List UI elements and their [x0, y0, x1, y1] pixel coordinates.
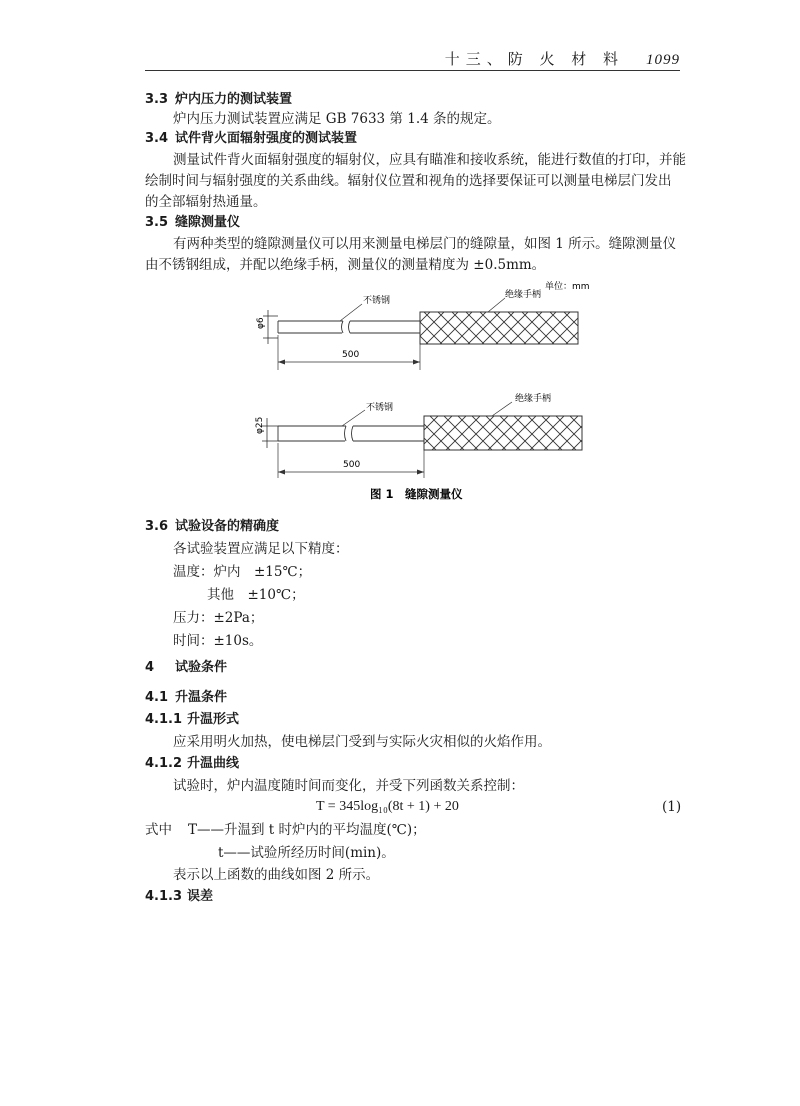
steel-label-top: 不锈钢 — [363, 296, 391, 306]
page-number: 1099 — [646, 52, 680, 68]
equation-number: (1) — [662, 799, 682, 815]
heading-4: 4 试验条件 — [145, 660, 228, 675]
diameter-label-top: φ6 — [256, 317, 266, 329]
para-3-3: 炉内压力测试装置应满足 GB 7633 第 1.4 条的规定。 — [173, 111, 501, 127]
para-4-1-2-note: 表示以上函数的曲线如图 2 所示。 — [173, 867, 380, 883]
where-label: 式中 — [145, 822, 172, 838]
para-3-5-line2: 由不锈钢组成，并配以绝缘手柄，测量仪的测量精度为 ±0.5mm。 — [145, 257, 546, 273]
def-t: t——试验所经历时间(min)。 — [218, 845, 395, 861]
precision-pressure: 压力：±2Pa； — [173, 610, 264, 626]
steel-label-bottom: 不锈钢 — [366, 403, 394, 413]
precision-temp-furnace: 温度：炉内 ±15℃； — [173, 564, 312, 580]
diameter-label-bottom: φ25 — [255, 416, 265, 434]
formula-1: T = 345log₁₀(8t + 1) + 20 — [316, 799, 459, 814]
heading-3-4: 3.4 试件背火面辐射强度的测试装置 — [145, 131, 358, 146]
def-T: T——升温到 t 时炉内的平均温度(℃)； — [188, 822, 426, 838]
handle-label-top: 绝缘手柄 — [505, 290, 542, 300]
para-3-4-line3: 的全部辐射热通量。 — [145, 194, 267, 210]
para-4-1-2-intro: 试验时，炉内温度随时间而变化，并受下列函数关系控制： — [173, 778, 524, 794]
heading-4-1-2: 4.1.2 升温曲线 — [145, 756, 240, 771]
para-3-4-line1: 测量试件背火面辐射强度的辐射仪，应具有瞄准和接收系统，能进行数值的打印，并能 — [173, 152, 686, 168]
para-3-4-line2: 绘制时间与辐射强度的关系曲线。辐射仪位置和视角的选择要保证可以测量电梯层门发出 — [145, 173, 672, 189]
unit-label: 单位：mm — [545, 282, 590, 292]
header-section: 十三、防 火 材 料 — [444, 50, 624, 68]
gauge-bottom — [255, 392, 582, 478]
heading-4-1-3: 4.1.3 误差 — [145, 889, 214, 904]
para-3-5-line1: 有两种类型的缝隙测量仪可以用来测量电梯层门的缝隙量，如图 1 所示。缝隙测量仪 — [173, 236, 677, 252]
heading-3-6: 3.6 试验设备的精确度 — [145, 519, 280, 534]
precision-time: 时间：±10s。 — [173, 633, 263, 649]
precision-temp-other: 其他 ±10℃； — [207, 587, 305, 603]
para-3-6-intro: 各试验装置应满足以下精度： — [173, 541, 349, 557]
para-4-1-1: 应采用明火加热，使电梯层门受到与实际火灾相似的火焰作用。 — [173, 734, 551, 750]
figure-1-caption: 图 1 缝隙测量仪 — [370, 487, 463, 501]
handle-label-bottom: 绝缘手柄 — [515, 394, 552, 404]
length-label-bottom: 500 — [343, 460, 361, 470]
heading-4-1-1: 4.1.1 升温形式 — [145, 712, 240, 727]
heading-4-1: 4.1 升温条件 — [145, 690, 228, 705]
gauge-top — [256, 288, 578, 370]
length-label-top: 500 — [342, 350, 360, 360]
heading-3-5: 3.5 缝隙测量仪 — [145, 215, 241, 230]
figure-1-gap-gauge — [0, 0, 800, 520]
heading-3-3: 3.3 炉内压力的测试装置 — [145, 92, 293, 107]
